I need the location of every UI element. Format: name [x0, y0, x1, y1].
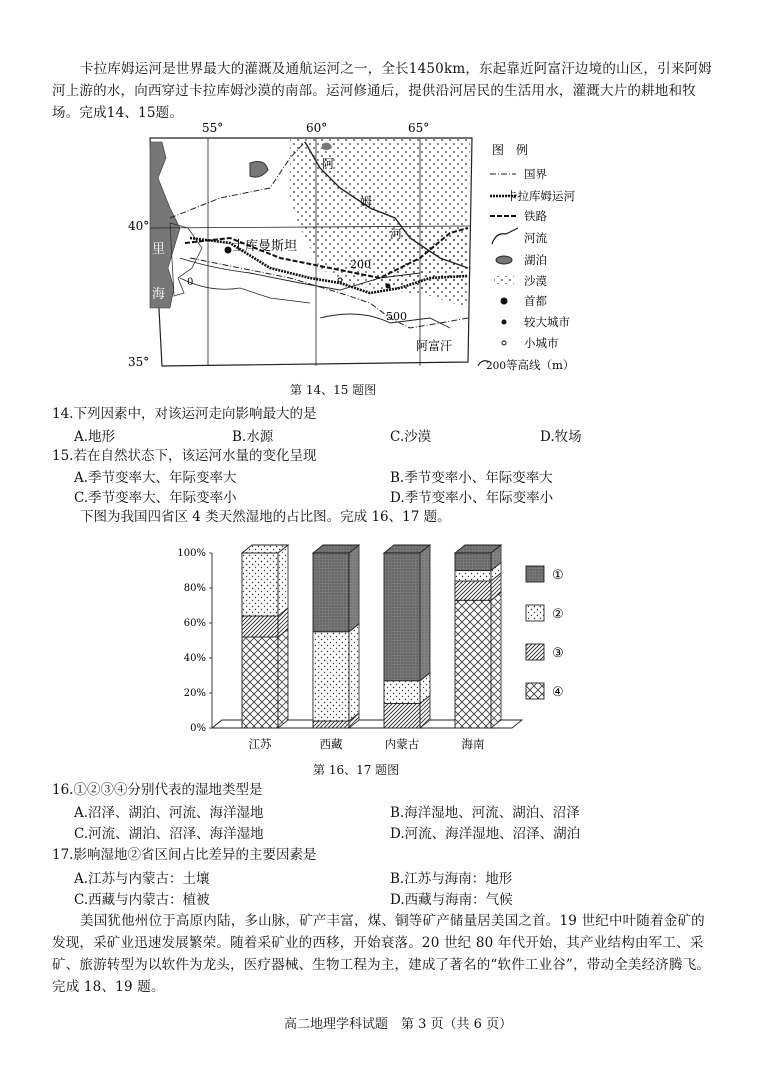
map-caption: 第 14、15 题图 — [290, 383, 377, 397]
legend-swatch — [526, 644, 544, 660]
svg-text:沙漠: 沙漠 — [524, 274, 547, 288]
q17-options-row2 — [52, 888, 712, 908]
afghanistan-label: 阿富汗 — [416, 339, 453, 353]
q17-option-b[interactable]: B.江苏与海南：地形 — [390, 871, 513, 887]
bar-segment — [384, 553, 420, 681]
bar-segment — [313, 632, 349, 721]
bar-segment — [455, 581, 491, 600]
q15-option-d[interactable]: D.季节变率小、年际变率小 — [390, 490, 554, 506]
svg-text:图 例: 图 例 — [492, 143, 529, 157]
q15-options-row1 — [52, 466, 712, 486]
bar-segment — [384, 681, 420, 704]
svg-text:小城市: 小城市 — [524, 336, 559, 350]
q15-option-c[interactable]: C.季节变率大、年际变率小 — [74, 490, 237, 506]
turkmenistan-label: 土库曼斯坦 — [232, 239, 298, 254]
q15-option-a[interactable]: A.季节变率大、年际变率大 — [74, 470, 237, 486]
canal-map — [128, 118, 620, 380]
category-label: 江苏 — [248, 737, 272, 751]
category-label: 西藏 — [319, 737, 343, 751]
svg-text:200: 200 — [486, 360, 507, 372]
legend-label: ② — [552, 607, 564, 622]
lat-40: 40° — [128, 219, 150, 233]
y-tick-label: 20% — [183, 688, 206, 699]
q15-options-row2 — [52, 486, 712, 506]
bar-side — [278, 545, 288, 616]
bar-segment — [455, 553, 491, 571]
q17-stem: 17.影响湿地②省区间占比差异的主要因素是 — [52, 847, 317, 863]
category-label: 海南 — [461, 737, 485, 751]
q16-option-b[interactable]: B.海洋湿地、河流、湖泊、沼泽 — [390, 805, 580, 821]
q17-option-c[interactable]: C.西藏与内蒙古：植被 — [74, 892, 210, 908]
y-tick-label: 60% — [183, 618, 206, 629]
q15-stem: 15.若在自然状态下，该运河水量的变化呈现 — [52, 448, 317, 464]
bar-segment — [455, 600, 491, 728]
river-label-2: 姆 — [360, 195, 373, 209]
q14-option-d[interactable]: D.牧场 — [540, 429, 582, 445]
svg-text:国界: 国界 — [524, 167, 547, 181]
river-label-1: 阿 — [322, 157, 335, 171]
lat-35: 35° — [128, 355, 150, 369]
legend-label: ④ — [552, 685, 564, 700]
q16-options-row1 — [52, 801, 712, 821]
bar-side — [278, 629, 288, 728]
bar-segment — [313, 553, 349, 632]
q16-stem: 16.①②③④分别代表的湿地类型是 — [52, 782, 263, 798]
wetland-chart — [170, 530, 600, 760]
contour-0-label: 0 — [187, 277, 194, 288]
svg-text:铁路: 铁路 — [524, 209, 547, 223]
svg-text:河流: 河流 — [524, 231, 547, 245]
capital-city — [225, 247, 232, 254]
q17-options-row1 — [52, 867, 712, 887]
legend-label: ③ — [552, 646, 564, 661]
y-tick-label: 0% — [190, 723, 206, 734]
svg-text:湖泊: 湖泊 — [524, 253, 547, 267]
q16-options-row2 — [52, 822, 712, 842]
svg-text:等高线（m）: 等高线（m） — [506, 358, 575, 372]
sea-label-2: 海 — [152, 287, 166, 302]
q17-option-a[interactable]: A.江苏与内蒙古：土壤 — [74, 871, 210, 887]
y-tick-label: 80% — [183, 583, 206, 594]
bar-side — [491, 592, 501, 728]
contour-500-label: 500 — [386, 310, 407, 323]
q15-option-b[interactable]: B.季节变率小、年际变率大 — [390, 470, 553, 486]
intro-q16-17: 下图为我国四省区 4 类天然湿地的占比图。完成 16、17 题。 — [80, 509, 451, 525]
q16-option-c[interactable]: C.河流、湖泊、沼泽、海洋湿地 — [74, 826, 264, 842]
small-city — [338, 278, 342, 282]
intro-q14-15: 卡拉库姆运河是世界最大的灌溉及通航运河之一，全长1450km，东起靠近阿富汗边境的山区，引来阿姆河上游的水，向西穿过卡拉库姆沙漠的南部。运河修通后，提供沿河居民的生活用水，灌溉大片的耕地和牧场。完成14、15题。 — [52, 61, 712, 121]
q14-option-a[interactable]: A.地形 — [74, 429, 116, 445]
contour-200-label: 200 — [350, 258, 371, 271]
large-city — [386, 284, 391, 289]
lon-55: 55° — [202, 121, 224, 135]
bar-segment — [313, 721, 349, 728]
svg-text:首都: 首都 — [524, 294, 547, 308]
q14-option-c[interactable]: C.沙漠 — [390, 429, 432, 445]
legend-swatch — [526, 605, 544, 621]
sea-label-1: 里 — [152, 242, 166, 257]
svg-text:较大城市: 较大城市 — [524, 315, 570, 329]
q14-stem: 14.下列因素中，对该运河走向影响最大的是 — [52, 406, 317, 422]
q14-option-b[interactable]: B.水源 — [232, 429, 274, 445]
bar-segment — [242, 553, 278, 616]
lon-65: 65° — [408, 121, 430, 135]
legend-label: ① — [552, 568, 564, 583]
y-tick-label: 40% — [183, 653, 206, 664]
bar-segment — [242, 637, 278, 728]
bar-segment — [384, 704, 420, 729]
bar-side — [420, 545, 430, 681]
svg-text:卡拉库姆运河: 卡拉库姆运河 — [506, 189, 575, 203]
q14-options — [52, 425, 712, 445]
q16-option-a[interactable]: A.沼泽、湖泊、河流、海洋湿地 — [74, 805, 264, 821]
bar-segment — [455, 571, 491, 582]
lon-60: 60° — [306, 121, 328, 135]
legend-swatch — [526, 566, 544, 582]
q16-option-d[interactable]: D.河流、海洋湿地、沼泽、湖泊 — [390, 826, 581, 842]
y-tick-label: 100% — [177, 548, 206, 559]
chart-caption: 第 16、17 题图 — [313, 763, 400, 777]
intro-q18-19: 美国犹他州位于高原内陆，多山脉，矿产丰富，煤、铜等矿产储量居美国之首。19 世纪中叶随着金矿的发现，采矿业迅速发展繁荣。随着采矿业的西移，开始衰落。20 世纪 80 年代开始，其产业结构由军工、采矿、旅游转型为以软件为龙头，医疗器械、生物工程为主，建成了著名的“软件工业谷”，带动全美经济腾飞。完成 18、19 题。 — [52, 913, 711, 995]
bar-side — [349, 545, 359, 632]
page-footer: 高二地理学科试题 第 3 页（共 6 页） — [284, 1017, 513, 1032]
bar-side — [349, 624, 359, 721]
legend-swatch — [526, 683, 544, 699]
map-legend — [478, 142, 575, 372]
bar-segment — [242, 616, 278, 637]
category-label: 内蒙古 — [384, 737, 420, 751]
q17-option-d[interactable]: D.西藏与海南：气候 — [390, 892, 513, 908]
river-label-3: 河 — [390, 227, 403, 241]
